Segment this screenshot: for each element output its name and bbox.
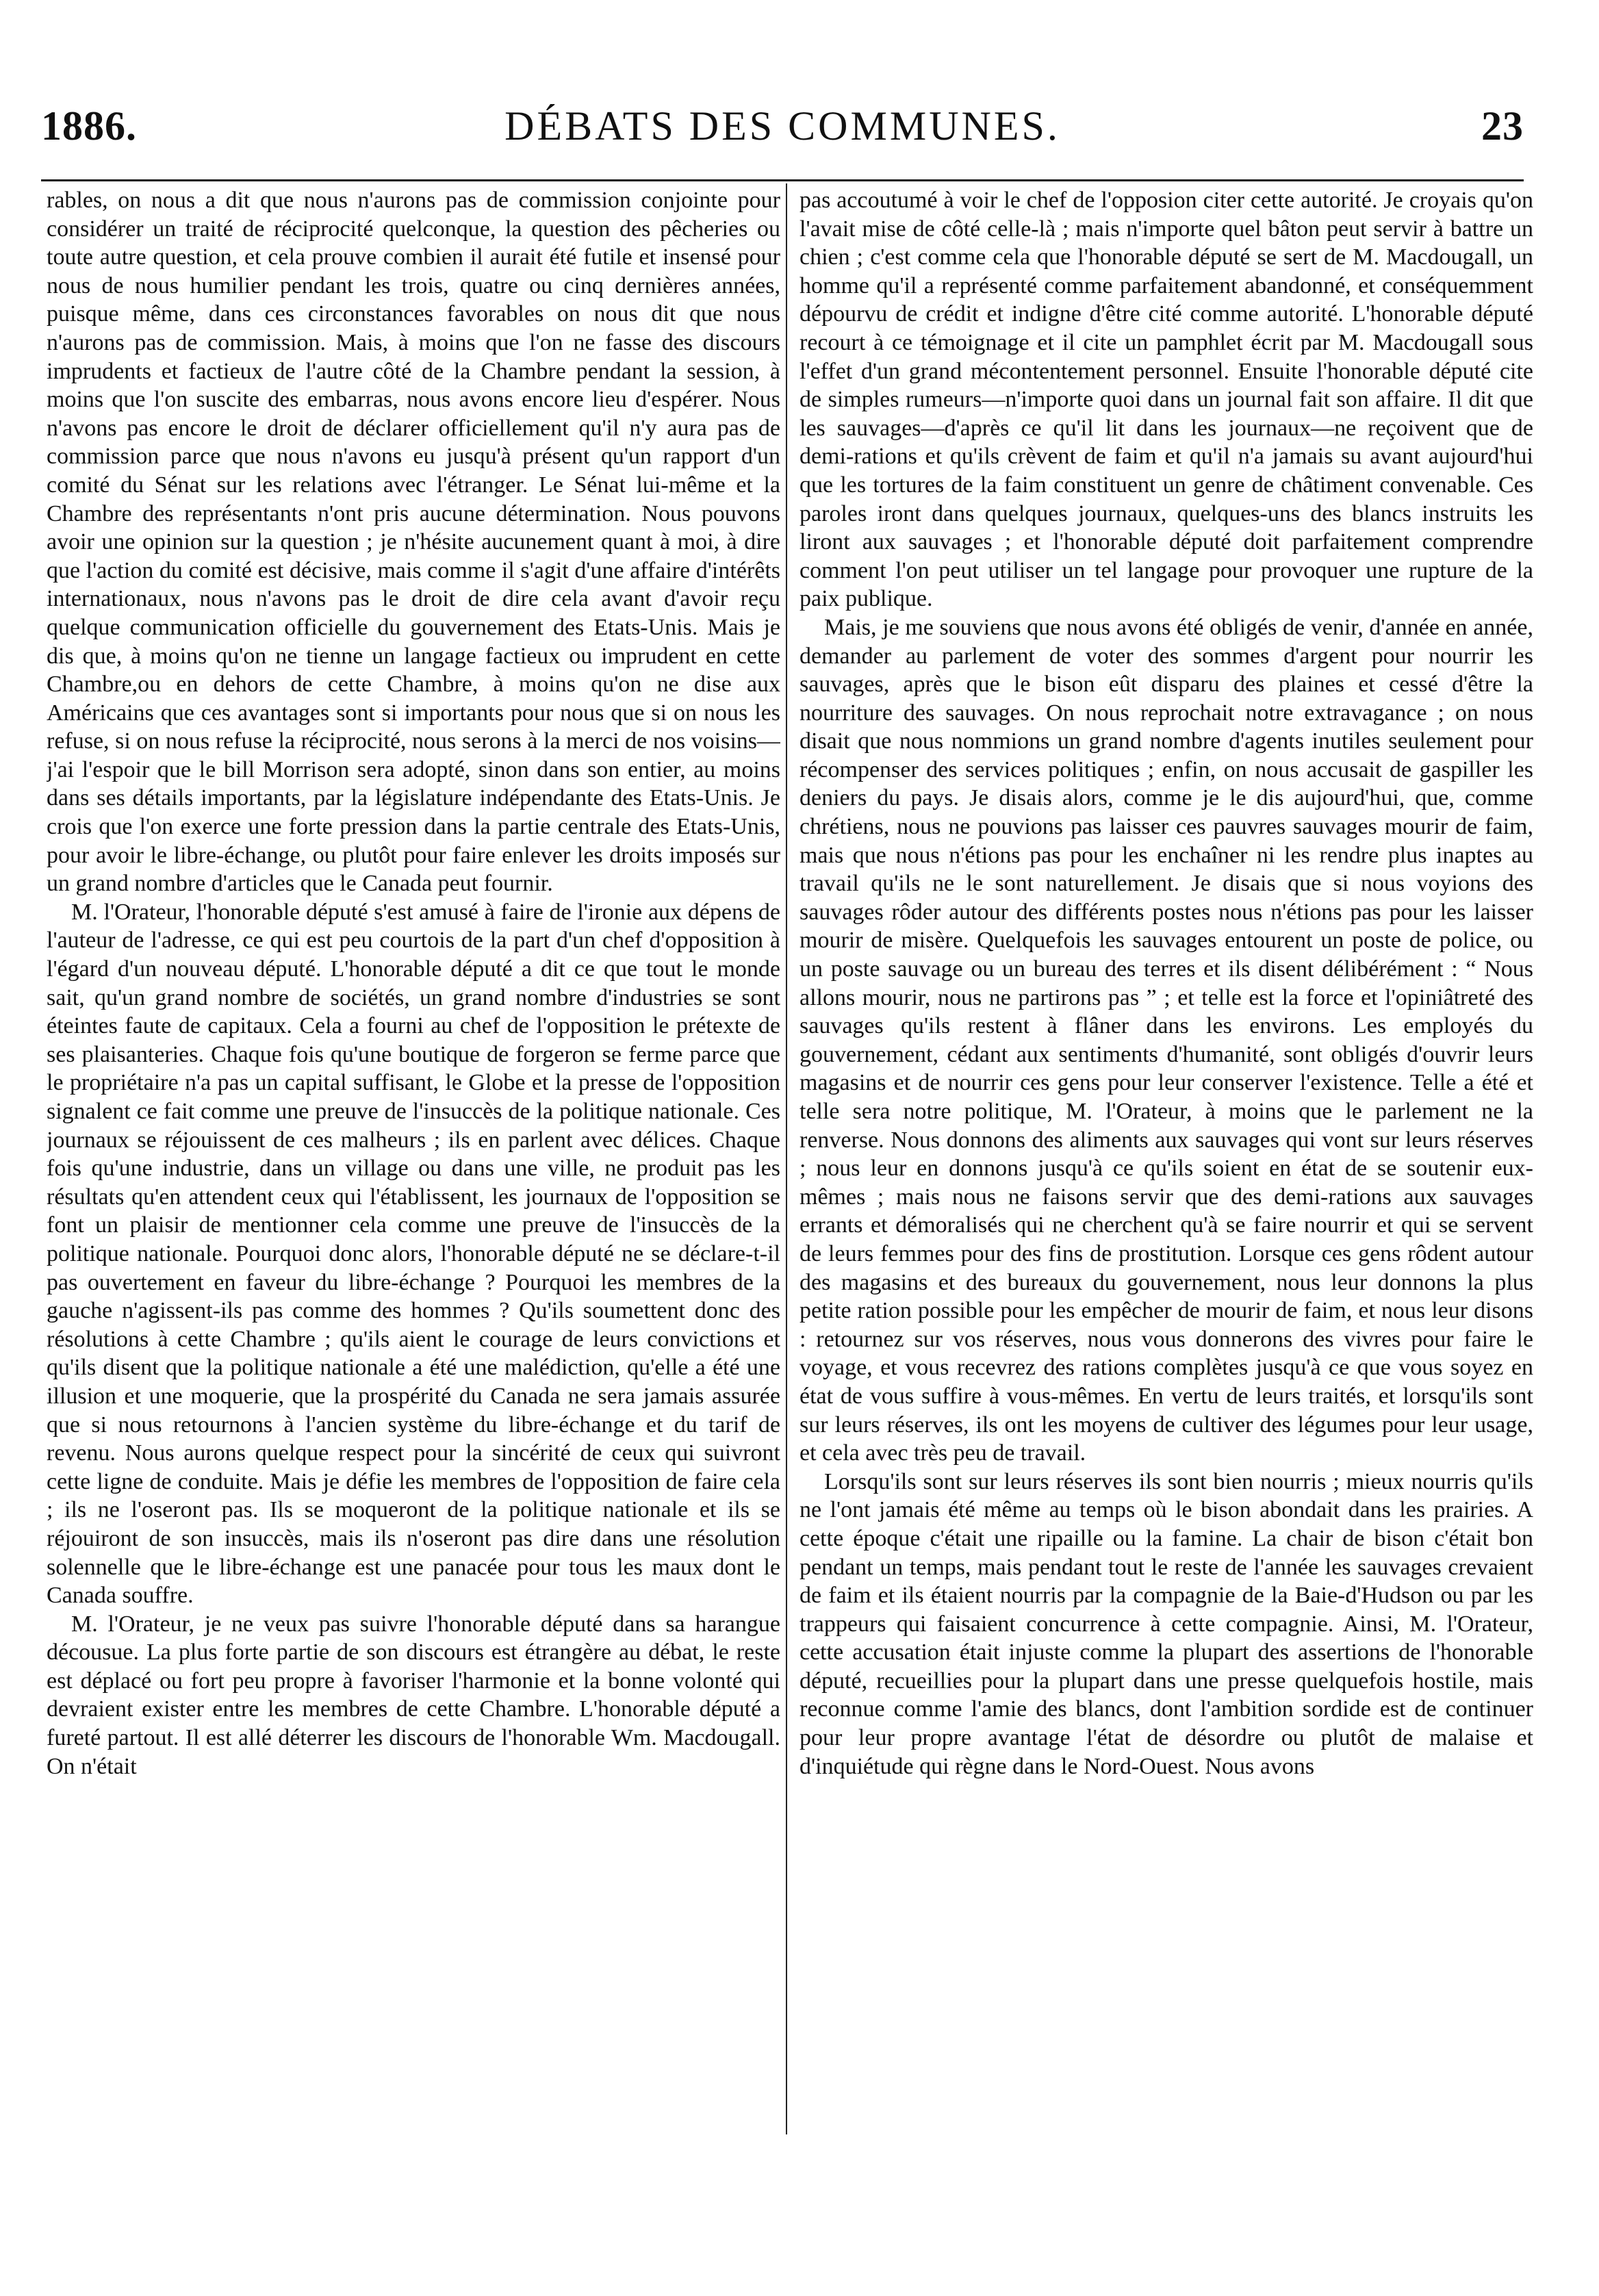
paragraph: Lorsqu'ils sont sur leurs réserves ils sont bien nourris ; mieux nourris qu'ils ne l'ont jamais été même au temps où le bison abondait dans les prairies. A cette époque c'était une ripaille ou la famine. La chair de bison c'était bon pendant un temps, mais pendant tout le reste de l'année les sauvages crevaient de faim et ils étaient nourris par la compagnie de la Baie-d'Hudson ou par les trappeurs qui faisaient concurrence à cette compagnie. Ainsi, M. l'Orateur, cette accusation était injuste comme la plupart des assertions de l'honorable député, recueillies pour la plupart dans une presse quelquefois hostile, mais reconnue comme l'amie des blancs, dont l'ambition sordide est de continuer pour leur propre avantage l'état de désordre ou plutôt de malaise et d'inquiétude qui règne dans le Nord-Ouest. Nous avons	[800, 1468, 1533, 1779]
column-divider	[786, 183, 787, 2134]
paragraph: M. l'Orateur, l'honorable député s'est amusé à faire de l'ironie aux dépens de l'auteur de l'adresse, ce qui est peu courtois de la part d'un chef d'opposition à l'égard d'un nouveau député. L'honorable député a dit ce que tout le monde sait, qu'un grand nombre de sociétés, un grand nombre d'industries se sont éteintes faute de capitaux. Cela a fourni au chef de l'opposition le prétexte de ses plaisanteries. Chaque fois qu'une boutique de forgeron se ferme parce que le propriétaire n'a pas un capital suffisant, le Globe et la presse de l'opposition signalent ce fait comme une preuve de l'insuccès de la politique nationale. Ces journaux se réjouissent de ces malheurs ; ils en parlent avec délices. Chaque fois qu'une industrie, dans un village ou dans une ville, ne produit pas les résultats qu'en attendent ceux qui l'établissent, les journaux de l'opposition se font un plaisir de mentionner cela comme une preuve de l'insuccès de la politique nationale. Pourquoi donc alors, l'honorable député ne se déclare-t-il pas ouvertement en faveur du libre-échange ? Pourquoi les membres de la gauche n'agissent-ils pas comme des hommes ? Qu'ils soumettent donc des résolutions à cette Chambre ; qu'ils aient le courage de leurs convictions et qu'ils disent que la politique nationale a été une malédiction, qu'elle a été une illusion et une moquerie, que la prospérité du Canada ne sera jamais assurée que si nous retournons à l'ancien système du libre-échange et du tarif de revenu. Nous aurons quelque respect pour la sincérité de ceux qui suivront cette ligne de conduite. Mais je défie les membres de l'opposition de faire cela ; ils ne l'oseront pas. Ils se moqueront de la politique nationale et ils se réjouiront de son insuccès, mais ils n'oseront pas dire dans une résolution solennelle que le libre-échange est une panacée pour tous les maux dont le Canada souffre.	[47, 899, 780, 1609]
paragraph: M. l'Orateur, je ne veux pas suivre l'honorable député dans sa harangue décousue. La plus forte partie de son discours est étrangère au débat, le reste est déplacé ou fort peu propre à favoriser l'harmonie et la bonne volonté qui devraient exister entre les membres de cette Chambre. L'honorable député a fureté partout. Il est allé déterrer les discours de l'honorable Wm. Macdougall. On n'était	[47, 1611, 780, 1779]
header-rule	[41, 179, 1524, 181]
running-header	[41, 103, 1524, 164]
header-year: 1886.	[41, 103, 137, 149]
header-page-number: 23	[1481, 103, 1524, 149]
header-title: DÉBATS DES COMMUNES.	[504, 103, 1060, 149]
right-column	[800, 186, 1533, 2144]
paragraph: pas accoutumé à voir le chef de l'opposion citer cette autorité. Je croyais qu'on l'avait mise de côté celle-là ; mais n'importe quel bâton peut servir à battre un chien ; c'est comme cela que l'honorable député se sert de M. Macdougall, un homme qu'il a représenté comme parfaitement abandonné, et conséquemment dépourvu de crédit et indigne d'être cité comme autorité. L'honorable député recourt à ce témoignage et il cite un pamphlet écrit par M. Macdougall sous l'effet d'un grand mécontentement personnel. Ensuite l'honorable député cite de simples rumeurs—n'importe quoi dans un journal fait son affaire. Il dit que les sauvages—d'après ce qu'il lit dans les journaux—ne reçoivent que de demi-rations et qu'ils crèvent de faim et qu'il n'a jamais su avant aujourd'hui que les tortures de la faim constituent un genre de châtiment convenable. Ces paroles iront dans quelques journaux, quelques-uns des blancs instruits les liront aux sauvages ; et l'honorable député doit parfaitement comprendre comment l'on peut utiliser un tel langage pour provoquer une rupture de la paix publique.	[800, 188, 1533, 612]
left-column	[47, 186, 780, 2144]
paragraph: rables, on nous a dit que nous n'aurons pas de commission conjointe pour considérer un traité de réciprocité quelconque, la question des pêcheries ou toute autre question, et cela prouve combien il aurait été futile et insensé pour nous de nous humilier pendant les trois, quatre ou cinq dernières années, puisque même, dans ces circonstances favorables on nous dit que nous n'aurons pas de commission. Mais, à moins que l'on ne fasse des discours imprudents et factieux de l'autre côté de la Chambre pendant la session, à moins que l'on suscite des embarras, nous avons encore lieu d'espérer. Nous n'avons pas encore le droit de déclarer officiellement qu'il n'y aura pas de commission parce que nous n'avons eu jusqu'à présent qu'un rapport d'un comité du Sénat sur les relations avec l'étranger. Le Sénat lui-même et la Chambre des représentants n'ont pris aucune détermination. Nous pouvons avoir une opinion sur la question ; je n'hésite aucunement quant à moi, à dire que l'action du comité est décisive, mais comme il s'agit d'une affaire d'intérêts internationaux, nous n'avons pas le droit de dire cela avant d'avoir reçu quelque communication officielle du gouvernement des Etats-Unis. Mais je dis que, à moins qu'on ne tienne un langage factieux ou imprudent en cette Chambre,ou en dehors de cette Chambre, à moins qu'on ne dise aux Américains que ces avantages sont si importants pour nous que si on nous les refuse, si on nous refuse la réciprocité, nous serons à la merci de nos voisins—j'ai l'espoir que le bill Morrison sera adopté, sinon dans son entier, au moins dans ses détails importants, par la législature indépendante des Etats-Unis. Je crois que l'on exerce une forte pression dans la partie centrale des Etats-Unis, pour avoir le libre-échange, ou plutôt pour faire enlever les droits imposés sur un grand nombre d'articles que le Canada peut fournir.	[47, 188, 780, 897]
paragraph: Mais, je me souviens que nous avons été obligés de venir, d'année en année, demander au parlement de voter des sommes d'argent pour nourrir les sauvages, après que le bison eût disparu des plaines et cessé d'être la nourriture des sauvages. On nous reprochait notre extravagance ; on nous disait que nous nommions un grand nombre d'agents inutiles seulement pour récompenser des services politiques ; enfin, on nous accusait de gaspiller les deniers du pays. Je disais alors, comme je le dis aujourd'hui, que, comme chrétiens, nous ne pouvions pas laisser ces pauvres sauvages mourir de faim, mais que nous n'étions pas pour les enchaîner ni les rendre plus inaptes au travail qu'ils ne le sont naturellement. Je disais que si nous voyions des sauvages rôder autour des différents postes nous n'étions pas pour les laisser mourir de misère. Quelquefois les sauvages entourent un poste de police, ou un poste sauvage ou un bureau des terres et ils disent délibérément : “ Nous allons mourir, nous ne partirons pas ” ; et telle est la force et l'opiniâtreté des sauvages qu'ils restent à flâner dans les environs. Les employés du gouvernement, cédant aux sentiments d'humanité, sont obligés d'ouvrir leurs magasins et de nourrir ces gens pour leur conserver l'existence. Telle a été et telle sera notre politique, M. l'Orateur, à moins que le parlement ne la renverse. Nous donnons des aliments aux sauvages qui vont sur leurs réserves ; nous leur en donnons jusqu'à ce qu'ils soient en état de se soutenir eux-mêmes ; mais nous ne faisons servir que des demi-rations aux sauvages errants et démoralisés qui ne cherchent qu'à se faire nourrir et qui se servent de leurs femmes pour des fins de prostitution. Lorsque ces gens rôdent autour des magasins et des bureaux du gouvernement, nous leur donnons la plus petite ration possible pour les empêcher de mourir de faim, et nous leur disons : retournez sur vos réserves, nous vous donnerons des vivres pour faire le voyage, et vous recevrez des rations complètes jusqu'à ce que vous soyez en état de vous suffire à vous-mêmes. En vertu de leurs traités, et lorsqu'ils sont sur leurs réserves, ils ont les moyens de cultiver des légumes pour leur usage, et cela avec très peu de travail.	[800, 614, 1533, 1466]
